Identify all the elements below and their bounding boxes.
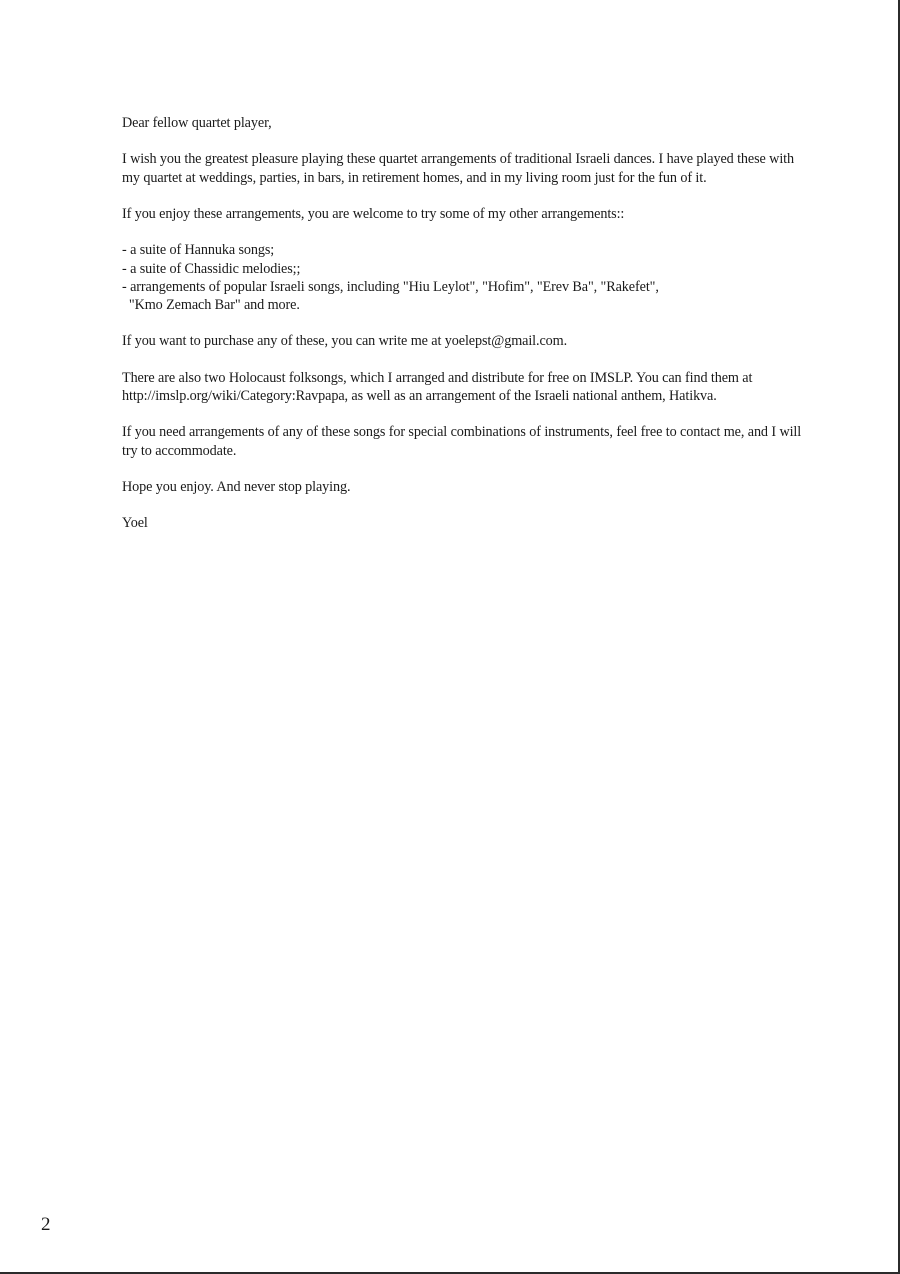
purchase-paragraph: If you want to purchase any of these, you can write me at yoelepst@gmail.com. — [122, 333, 568, 350]
signature: Yoel — [122, 515, 148, 532]
greeting: Dear fellow quartet player, — [122, 115, 272, 131]
list-item: - arrangements of popular Israeli songs, including "Hiu Leylot", "Hofim", "Erev Ba", "Rakefet", "Kmo Zemach Bar" and more. — [122, 278, 659, 313]
list-item: - a suite of Chassidic melodies;; — [122, 260, 301, 277]
holocaust-paragraph: There are also two Holocaust folksongs, which I arranged and distribute for free on IMSLP. You can find them at http://imslp.org/wiki/Category:Ravpapa, as well as an arrangement of the Israeli national anthem, Hatikva. — [122, 369, 753, 404]
page-number: 2 — [41, 1214, 51, 1235]
letter-body — [122, 114, 812, 551]
other-arrangements-paragraph: If you enjoy these arrangements, you are welcome to try some of my other arrangements:: — [122, 205, 625, 222]
special-arrangements-paragraph: If you need arrangements of any of these songs for special combinations of instruments, feel free to contact me, and I will try to accommodate. — [122, 424, 802, 459]
intro-paragraph: I wish you the greatest pleasure playing these quartet arrangements of traditional Israeli dances. I have played these with my quartet at weddings, parties, in bars, in retirement homes, and in my living room just for the fun of it. — [122, 151, 794, 186]
closing-line: Hope you enjoy. And never stop playing. — [122, 478, 351, 495]
list-item: - a suite of Hannuka songs; — [122, 242, 275, 259]
arrangements-list — [122, 241, 812, 314]
